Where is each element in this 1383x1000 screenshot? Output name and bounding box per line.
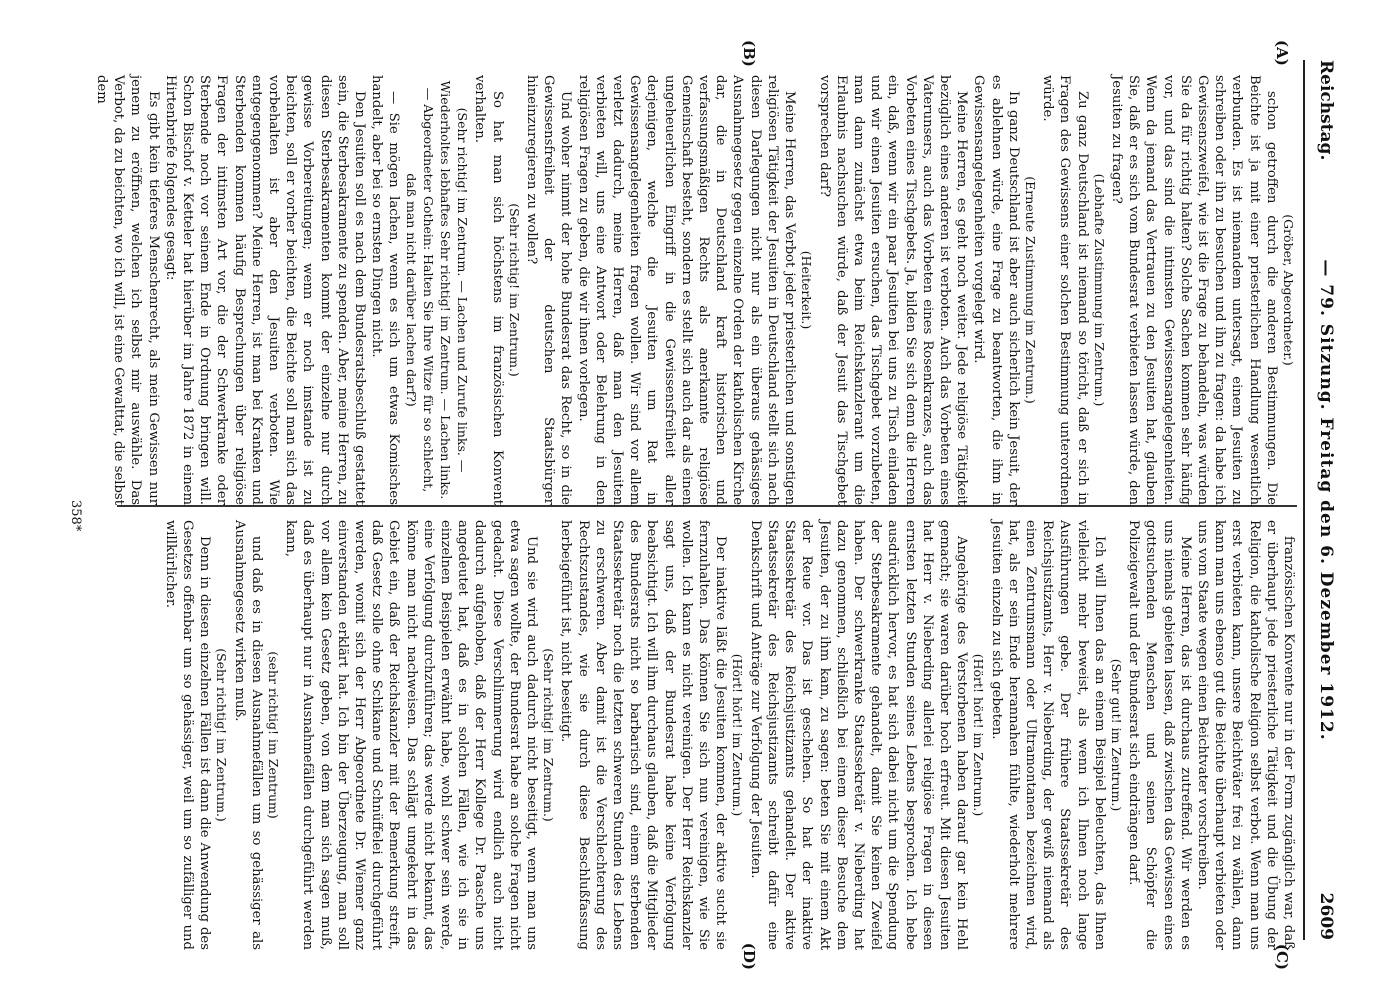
paragraph: Denn in diesen einzelnen Fällen ist dann die Anwendung des Gesetzes offenbar um so gehässiger, weil um so zufälliger und willkürlicher. [162,520,213,950]
paragraph: Und woher nimmt der hohe Bundesrat das Recht, so in die Gewissensfreiheit der deutschen Staatsbürger hineinzuregieren zu wollen? [524,75,574,505]
paragraph: Meine Herren, das ist durchaus zutreffend. Wir werden es uns niemals gebieten lassen, daß zwischen das Gewissen eines gottsuchenden Menschen und seinen Schöpfer die Polizeigewalt und der Bundesrat sich eindrängen darf. [1126,520,1193,950]
margin-marker-b: (B) [740,40,758,67]
column-divider [117,505,1297,507]
paragraph: — Sie mögen lachen, wenn es sich um etwas Komisches handelt, aber bei so ernsten Dingen nicht. [369,75,402,505]
footer-page-number: 358* [68,500,83,532]
paragraph: Zu ganz Deutschland ist niemand so töricht, daß er sich in Fragen des Gewissens einer solchen Bestimmung unterordnen würde. [1040,75,1090,505]
interjection: (Erneute Zustimmung im Zentrum.) [1022,176,1038,404]
paragraph: Meine Herren, das Verbot jeder priesterlichen und sonstigen religiösen Tätigkeit der Jesuiten in Deutschland stellt sich nach diesen Darlegungen nicht nur als ein überaus gehässiges Ausnahmegesetz gegen einzelne Orden der katholischen Kirche dar, die in Deutschland kraft historischen und verfassungsmäßigen Rechts als anerkannte religiöse Gemeinschaft besteht, sondern es stellt sich auch dar als einen ungeheuerlichen Eingriff in die Gewissensfreiheit aller derjenigen, welche die Jesuiten um Rat in Gewissensangelegenheiten fragen wollen. Wir sind vor allem verletzt dadurch, meine Herren, daß man den Jesuiten verbieten will, uns eine Antwort oder Belehrung in den religiösen Fragen zu geben, die wir ihnen vorlegen. [575,75,798,505]
interjection: (Lebhafte Zustimmung im Zentrum.) [1091,173,1107,407]
right-column [117,520,1297,950]
paragraph: Ich will Ihnen das an einem Beispiel beleuchten, das Ihnen vielleicht mehr beweist, als wenn ich Ihnen noch lange Ausführungen gebe. Der frühere Staatssekretär des Reichsjustizamts, Herr v. Nieberding, der gewiß niemand als einen Zentrumsmann oder Ultramontanen bezeichnen wird, hat, als er sein Ende herannahen fühlte, wiederholt mehrere Jesuiten einzeln zu sich gebeten. [988,520,1107,950]
interjection: (Hört! hört! im Zentrum.) [730,653,746,817]
margin-marker-c: (C) [1273,943,1291,970]
paragraph: Der inaktive läßt die Jesuiten kommen, der aktive sucht sie fernzuhalten. Das können Sie sich nun vereinigen, wie Sie wollen. Ich kann es nicht vereinigen. Der Herr Reichskanzler sagt uns, daß der Bundesrat habe keine Verfolgung beabsichtigt. Ich will ihm durchaus glauben, daß die Mitglieder des Bundesrats nicht so barbarisch sind, einem sterbenden Staatssekretär noch die letzten schweren Stunden des Lebens zu erschweren. Aber damit ist die Verschlechterung des Rechtszustandes, wie sie durch diese Beschlußfassung herbeigeführt ist, nicht beseitigt. [558,520,729,950]
paragraph: Und sie wird auch dadurch nicht beseitigt, wenn man uns etwa sagen wollte, der Bundesrat habe an solche Fragen nicht gedacht. Diese Verschlimmerung wird endlich auch nicht dadurch aufgehoben, daß der Herr Kollege Dr. Paasche uns angedeutet hat, daß es in solchen Fällen, wie ich sie in einzelnen Beispielen erwähnt habe, wohl schwer sein werde, eine Verfolgung durchzuführen; das werde nicht bekannt, das könne man nicht nachweisen. Das schlägt umgekehrt in das Gebiet ein, daß der Reichskanzler mit der Bemerkung streift, daß Gesetz solle ohne Schikane und Schnüffelei durchgeführt werden, womit sich der Herr Abgeordnete Dr. Wiemer ganz einverstanden erklärt hat. Ich bin der Überzeugung, man soll vor allem kein Gesetz geben, von dem man sich sagen muß, daß es überhaupt nur in Ausnahmefällen durchgeführt werden kann, [283,520,540,950]
interjection: (Sehr richtig! im Zentrum. — Lachen und Zurufe links. — Wiederholtes lebhaftes Sehr richtig! im Zentrum. — Lachen links. — Abgeordneter Gothein: Halten Sie Ihre Witze für so schlecht, daß man nicht darüber lachen darf?) [403,80,471,500]
header-left: Reichstag. [1316,60,1336,161]
interjection: (Hört! hört! im Zentrum.) [971,653,987,817]
interjection: (Sehr gut! im Zentrum.) [1108,658,1124,812]
paragraph: schon getroffen durch die anderen Bestimmungen. Die Beichte ist ja mit einer priesterlichen Handlung wesentlich verbunden. Es ist niemandem untersagt, einem Jesuiten zu schreiben oder ihn zu besuchen und ihn zu fragen: da habe ich Gewissenszweifel, wie ist die Frage zu behandeln, was würden Sie da für richtig halten? Solche Sachen kommen sehr häufig vor, und das sind die intimsten Gewissensangelegenheiten. Wenn da jemand das Vertrauen zu den Jesuiten hat, glauben Sie, daß er es sich vom Bundesrat verbieten lassen würde, den Jesuiten zu fragen? [1108,75,1279,505]
left-column [93,75,1297,505]
paragraph: So hat man sich höchstens im französischen Konvent verhalten. [472,75,505,505]
paragraph: Angehörige des Verstorbenen haben darauf gar kein Hehl gemacht; sie waren darüber hoch erfreut. Mit diesen Jesuiten hat Herr v. Nieberding allerlei religiöse Fragen in diesen ernsten letzten Stunden seines Lebens besprochen. Ich hebe ausdrücklich hervor, es hat sich dabei nicht um die Spendung der Sterbesakramente gehandelt, damit Sie keinen Zweifel haben. Der schwerkranke Staatssekretär v. Nieberding hat dazu genommen, schließlich bei einem dieser Besuche dem Jesuiten, der zu ihm kam, zu sagen: beten Sie mit einem Akt der Reue vor. Das ist geschehen. So hat der inaktive Staatssekretär des Reichsjustizamts gehandelt. Der aktive Staatssekretär des Reichsjustizamts schreibt dafür eine Denkschrift und Anträge zur Verfolgung der Jesuiten. [747,520,970,950]
header-rule [1303,60,1305,940]
paragraph: und daß es in diesen Ausnahmefällen um so gehässiger als Ausnahmegesetz wirken muß. [231,520,264,950]
paragraph: französischen Konvente nur in der Form zugänglich war, daß er überhaupt jede priesterliche Tätigkeit und die Übung der Religion, die katholische Religion selbst verbot. Wenn man uns erst verbieten kann, unsere Beichtväter frei zu wählen, dann kann man uns ebenso gut die Beichte überhaupt verbieten oder uns vom Staate wegen einen Beichtvater vorschreiben. [1194,520,1296,950]
interjection: (Sehr richtig! im Zentrum.) [541,648,557,822]
header-page-number: 2609 [1316,892,1336,940]
page-header [1309,60,1343,940]
header-title: — 79. Sitzung. Freitag den 6. Dezember 1912. [1316,259,1336,741]
interjection: (Heiterkeit.) [799,250,815,330]
margin-marker-d: (D) [740,942,758,970]
interjection: (Sehr richtig! im Zentrum.) [214,648,230,822]
margin-marker-a: (A) [1273,40,1291,66]
paragraph: Meine Herren, es geht noch weiter. Jede religiöse Tätigkeit bezüglich eines anderen ist verboten. Auch das Vorbeten eines Vaterunsers, auch das Vorbeten eines Rosenkranzes, auch das Vorbeten eines Tischgebets. Ja, bilden Sie sich denn die Herren ein, daß, wenn wir ein paar Jesuiten bei uns zu Tisch einladen und wir einen Jesuiten ersuchen, das Tischgebet vorzubeten, man dann zunächst etwa beim Reichskanzlerant um die Erlaubnis nachsuchen würde, daß der Jesuit das Tischgebet vorsprechen darf? [816,75,970,505]
interjection: (sehr richtig! im Zentrum) [266,651,282,819]
paragraph: Es gibt kein tieferes Menschenrecht, als mein Gewissen nur jenem zu eröffnen, welchen ich selbst mir auswähle. Das Verbot, da zu beichten, wo ich will, ist eine Gewalttat, die selbst dem [93,75,161,505]
paragraph: In ganz Deutschland ist aber auch sicherlich kein Jesuit, der es ablehnen würde, eine Frage zu beantworten, die ihm in Gewissensangelegenheiten vorgelegt wird. [971,75,1021,505]
interjection: (Sehr richtig! im Zentrum.) [506,203,522,377]
interjection: (Gröber, Abgeordneter.) [1281,214,1296,366]
paragraph: Den Jesuiten soll es nach dem Bundesratsbeschluß gestattet sein, die Sterbesakramente zu spenden. Aber, meine Herren, zu diesen Sterbesakramenten kommt der einzelne nur durch gewisse Vorbereitungen; wenn er noch imstande ist zu beichten, soll er vorher beichten, die Beichte soll man sich das vorbehalten ist aber den Jesuiten verboten. Wie entgegengenommen? Meine Herren, ist man bei Kranken und Sterbenden kommen häufig Besprechungen über religiöse Fragen der intimsten Art vor, die der Schwerkranke oder Sterbende noch vor seinem Ende in Ordnung bringen will. Schon Bischof v. Ketteler hat hierüber im Jahre 1872 in einem Hirtenbriefe folgendes gesagt: [162,75,368,505]
